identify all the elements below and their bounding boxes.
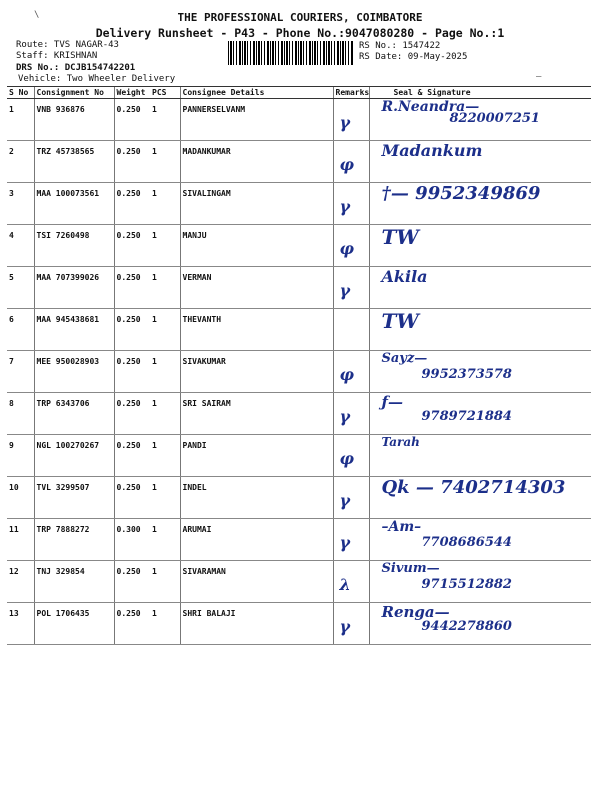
consignment-number: TRZ 45738565 bbox=[34, 141, 114, 183]
weight-value: 0.250 bbox=[114, 99, 150, 141]
rs-number: RS No.: 1547422 bbox=[359, 41, 441, 51]
consignee-name: SIVAKUMAR bbox=[180, 351, 333, 393]
rs-date: RS Date: 09-May-2025 bbox=[359, 52, 468, 62]
weight-value: 0.250 bbox=[114, 435, 150, 477]
col-consignee: Consignee Details bbox=[180, 87, 333, 99]
weight-value: 0.250 bbox=[114, 477, 150, 519]
consignee-name: THEVANTH bbox=[180, 309, 333, 351]
serial-number: 9 bbox=[7, 435, 34, 477]
col-remarks: Remarks bbox=[333, 87, 369, 99]
consignee-name: SHRI BALAJI bbox=[180, 603, 333, 645]
remark-tick-mark: γ bbox=[339, 113, 351, 132]
consignment-number: TNJ 329854 bbox=[34, 561, 114, 603]
serial-number: 2 bbox=[7, 141, 34, 183]
consignment-number: POL 1706435 bbox=[34, 603, 114, 645]
table-header-row bbox=[7, 87, 591, 99]
remarks-cell bbox=[333, 267, 369, 309]
weight-value: 0.250 bbox=[114, 351, 150, 393]
signature-cell bbox=[369, 603, 591, 645]
table-row bbox=[7, 183, 591, 225]
handwritten-signature: Sayz— bbox=[381, 351, 428, 366]
table-row bbox=[7, 267, 591, 309]
table-row bbox=[7, 141, 591, 183]
table-row bbox=[7, 225, 591, 267]
pieces-count: 1 bbox=[150, 477, 180, 519]
serial-number: 12 bbox=[7, 561, 34, 603]
weight-value: 0.250 bbox=[114, 267, 150, 309]
signature-cell bbox=[369, 561, 591, 603]
signature-cell bbox=[369, 351, 591, 393]
handwritten-signature: R.Neandra— bbox=[381, 99, 480, 115]
remarks-cell bbox=[333, 519, 369, 561]
handwritten-signature: Sivum— bbox=[381, 561, 440, 576]
table-row bbox=[7, 99, 591, 141]
remarks-cell bbox=[333, 225, 369, 267]
handwritten-phone: 9442278860 bbox=[421, 619, 512, 634]
consignee-name: INDEL bbox=[180, 477, 333, 519]
pieces-count: 1 bbox=[150, 309, 180, 351]
consignment-number: MAA 707399026 bbox=[34, 267, 114, 309]
pieces-count: 1 bbox=[150, 561, 180, 603]
handwritten-signature: †— 9952349869 bbox=[381, 183, 541, 204]
col-pcs: PCS bbox=[150, 87, 180, 99]
barcode bbox=[228, 41, 354, 65]
consignment-number: VNB 936876 bbox=[34, 99, 114, 141]
remarks-cell bbox=[333, 393, 369, 435]
signature-cell bbox=[369, 519, 591, 561]
pieces-count: 1 bbox=[150, 141, 180, 183]
remarks-cell bbox=[333, 141, 369, 183]
pieces-count: 1 bbox=[150, 351, 180, 393]
runsheet-title: Delivery Runsheet - P43 - Phone No.:9047080280 - Page No.:1 bbox=[95, 26, 505, 40]
pieces-count: 1 bbox=[150, 603, 180, 645]
consignment-number: TRP 7888272 bbox=[34, 519, 114, 561]
pieces-count: 1 bbox=[150, 435, 180, 477]
runsheet-table bbox=[7, 86, 591, 645]
drs-number: DRS No.: DCJB154742201 bbox=[16, 63, 136, 73]
handwritten-signature: TW bbox=[381, 225, 419, 249]
corner-mark: \ bbox=[34, 10, 40, 20]
remark-tick-mark: γ bbox=[339, 407, 351, 426]
table-row bbox=[7, 519, 591, 561]
consignment-number: NGL 100270267 bbox=[34, 435, 114, 477]
col-consignment: Consignment No bbox=[34, 87, 114, 99]
handwritten-phone: 9715512882 bbox=[421, 577, 512, 592]
weight-value: 0.250 bbox=[114, 183, 150, 225]
consignee-name: PANDI bbox=[180, 435, 333, 477]
serial-number: 8 bbox=[7, 393, 34, 435]
table-row bbox=[7, 477, 591, 519]
remark-tick-mark: γ bbox=[339, 617, 351, 636]
consignment-number: TVL 3299507 bbox=[34, 477, 114, 519]
col-sno: S No bbox=[7, 87, 34, 99]
weight-value: 0.250 bbox=[114, 225, 150, 267]
consignment-number: MEE 950028903 bbox=[34, 351, 114, 393]
remarks-cell bbox=[333, 309, 369, 351]
handwritten-signature: Renga— bbox=[381, 603, 450, 621]
signature-cell bbox=[369, 477, 591, 519]
consignment-number: MAA 100073561 bbox=[34, 183, 114, 225]
consignment-number: TSI 7260498 bbox=[34, 225, 114, 267]
consignee-name: SRI SAIRAM bbox=[180, 393, 333, 435]
table-row bbox=[7, 561, 591, 603]
remark-tick-mark: φ bbox=[339, 365, 354, 384]
remark-tick-mark: γ bbox=[339, 197, 351, 216]
col-weight: Weight bbox=[114, 87, 150, 99]
remark-tick-mark: γ bbox=[339, 491, 351, 510]
handwritten-signature: Qk — 7402714303 bbox=[381, 477, 566, 498]
staff-label: Staff: KRISHNAN bbox=[16, 51, 98, 61]
col-signature: Seal & Signature bbox=[369, 87, 591, 99]
table-row bbox=[7, 351, 591, 393]
route-label: Route: TVS NAGAR-43 bbox=[16, 40, 119, 50]
handwritten-signature: Madankum bbox=[381, 141, 483, 160]
consignee-name: VERMAN bbox=[180, 267, 333, 309]
pieces-count: 1 bbox=[150, 225, 180, 267]
pieces-count: 1 bbox=[150, 183, 180, 225]
remark-tick-mark: γ bbox=[339, 533, 351, 552]
weight-value: 0.300 bbox=[114, 519, 150, 561]
pieces-count: 1 bbox=[150, 393, 180, 435]
handwritten-signature: –Am– bbox=[381, 519, 422, 535]
consignment-number: MAA 945438681 bbox=[34, 309, 114, 351]
serial-number: 1 bbox=[7, 99, 34, 141]
weight-value: 0.250 bbox=[114, 141, 150, 183]
signature-cell bbox=[369, 99, 591, 141]
company-title: THE PROFESSIONAL COURIERS, COIMBATORE bbox=[177, 11, 423, 24]
remark-tick-mark: φ bbox=[339, 239, 354, 258]
signature-cell bbox=[369, 267, 591, 309]
serial-number: 10 bbox=[7, 477, 34, 519]
consignee-name: SIVALINGAM bbox=[180, 183, 333, 225]
consignee-name: ARUMAI bbox=[180, 519, 333, 561]
remarks-cell bbox=[333, 561, 369, 603]
remark-tick-mark: φ bbox=[339, 155, 354, 174]
consignee-name: SIVARAMAN bbox=[180, 561, 333, 603]
signature-cell bbox=[369, 183, 591, 225]
signature-cell bbox=[369, 393, 591, 435]
remarks-cell bbox=[333, 603, 369, 645]
weight-value: 0.250 bbox=[114, 393, 150, 435]
signature-cell bbox=[369, 141, 591, 183]
handwritten-phone: 7708686544 bbox=[421, 535, 512, 550]
handwritten-signature: TW bbox=[381, 309, 419, 333]
handwritten-phone: 8220007251 bbox=[449, 111, 540, 126]
serial-number: 7 bbox=[7, 351, 34, 393]
consignment-number: TRP 6343706 bbox=[34, 393, 114, 435]
weight-value: 0.250 bbox=[114, 603, 150, 645]
remark-tick-mark: λ bbox=[339, 575, 351, 594]
remark-tick-mark: γ bbox=[339, 281, 351, 300]
corner-mark: — bbox=[536, 72, 542, 82]
remarks-cell bbox=[333, 351, 369, 393]
table-row bbox=[7, 435, 591, 477]
vehicle-label: Vehicle: Two Wheeler Delivery bbox=[18, 74, 176, 84]
serial-number: 6 bbox=[7, 309, 34, 351]
handwritten-signature: Tarah bbox=[381, 435, 420, 449]
serial-number: 13 bbox=[7, 603, 34, 645]
pieces-count: 1 bbox=[150, 519, 180, 561]
remarks-cell bbox=[333, 99, 369, 141]
pieces-count: 1 bbox=[150, 99, 180, 141]
handwritten-phone: 9952373578 bbox=[421, 367, 512, 382]
weight-value: 0.250 bbox=[114, 309, 150, 351]
remarks-cell bbox=[333, 183, 369, 225]
serial-number: 5 bbox=[7, 267, 34, 309]
signature-cell bbox=[369, 225, 591, 267]
table-row bbox=[7, 309, 591, 351]
consignee-name: MANJU bbox=[180, 225, 333, 267]
consignee-name: PANNERSELVANM bbox=[180, 99, 333, 141]
serial-number: 11 bbox=[7, 519, 34, 561]
remarks-cell bbox=[333, 477, 369, 519]
remark-tick-mark: φ bbox=[339, 449, 354, 468]
signature-cell bbox=[369, 309, 591, 351]
handwritten-signature: ƒ— bbox=[381, 393, 403, 411]
table-row bbox=[7, 603, 591, 645]
weight-value: 0.250 bbox=[114, 561, 150, 603]
pieces-count: 1 bbox=[150, 267, 180, 309]
serial-number: 4 bbox=[7, 225, 34, 267]
remarks-cell bbox=[333, 435, 369, 477]
table-row bbox=[7, 393, 591, 435]
handwritten-phone: 9789721884 bbox=[421, 409, 512, 424]
consignee-name: MADANKUMAR bbox=[180, 141, 333, 183]
serial-number: 3 bbox=[7, 183, 34, 225]
signature-cell bbox=[369, 435, 591, 477]
handwritten-signature: Akila bbox=[381, 267, 428, 286]
